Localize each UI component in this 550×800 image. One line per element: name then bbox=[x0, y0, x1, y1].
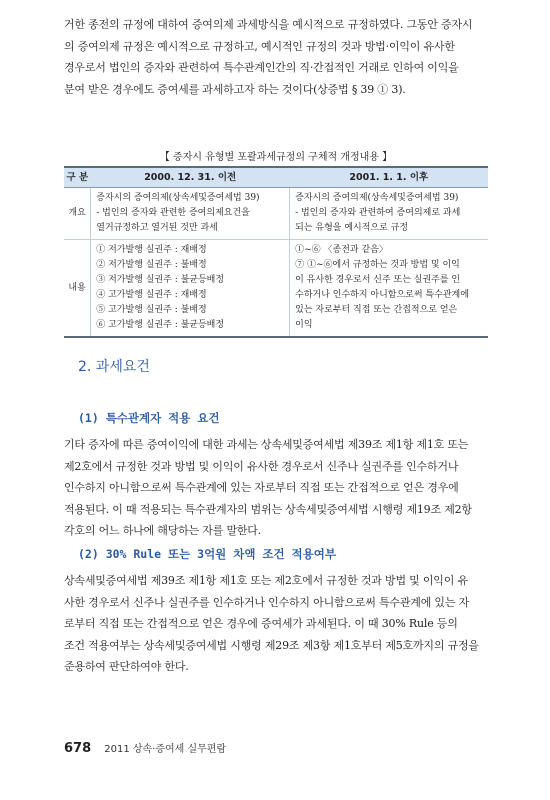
cell-line: 열거규정하고 열거된 것만 과세 bbox=[96, 223, 218, 233]
table-header-row bbox=[64, 167, 488, 188]
cell-line: 수하거나 인수하지 아니함으로써 특수관계에 bbox=[295, 290, 469, 300]
table-row bbox=[64, 188, 488, 240]
subsection-heading: (2) 30% Rule 또는 3억원 차액 조건 적용여부 bbox=[78, 547, 336, 561]
paragraph-line: 로부터 직접 또는 간접적으로 얻은 경우에 증여세가 과세된다. 이 때 30% Rule 등의 bbox=[64, 617, 458, 630]
cell-before bbox=[91, 188, 290, 240]
cell-line: 증자시의 증여의제(상속세및증여세법 39) bbox=[96, 193, 260, 203]
header-before: 2000. 12. 31. 이전 bbox=[91, 167, 290, 188]
subsection-heading: (1) 특수관계자 적용 요건 bbox=[78, 411, 220, 425]
paragraph-line: 준용하여 판단하여야 한다. bbox=[64, 660, 189, 673]
book-title: 2011 상속·증여세 실무편람 bbox=[104, 744, 227, 755]
intro-paragraph bbox=[64, 14, 488, 100]
header-category: 구 분 bbox=[64, 167, 91, 188]
cell-line: ④ 고가발행 실권주 : 재배정 bbox=[96, 290, 207, 300]
cell-line: ③ 저가발행 실권주 : 불균등배정 bbox=[96, 275, 225, 285]
header-after: 2001. 1. 1. 이후 bbox=[290, 167, 488, 188]
cell-line: ⑥ 고가발행 실권주 : 불균등배정 bbox=[96, 320, 225, 330]
paragraph-line: 기타 증자에 따른 증여이익에 대한 과세는 상속세및증여세법 제39조 제1항 제1호 또는 bbox=[64, 438, 469, 451]
paragraph-line: 제2호에서 규정한 것과 방법 및 이익이 유사한 경우로서 신주나 실권주를 인수하거나 bbox=[64, 459, 459, 473]
cell-line: ② 저가발행 실권주 : 불배정 bbox=[96, 260, 207, 270]
page-footer bbox=[64, 737, 226, 756]
cell-line: ①~⑥ 〈종전과 같음〉 bbox=[295, 245, 388, 255]
table-title: 【 증자시 유형별 포괄과세규정의 구체적 개정내용 】 bbox=[159, 152, 393, 163]
subsection-paragraph bbox=[64, 570, 488, 678]
row-label: 개요 bbox=[64, 188, 91, 240]
cell-line: 이익 bbox=[295, 320, 313, 330]
cell-line: 이 유사한 경우로서 신주 또는 실권주를 인 bbox=[295, 275, 461, 285]
table-row bbox=[64, 240, 488, 338]
cell-line: ⑤ 고가발행 실권주 : 불배정 bbox=[96, 305, 207, 315]
subsection-paragraph bbox=[64, 434, 488, 542]
row-label: 내용 bbox=[64, 240, 91, 338]
paragraph-line: 적용된다. 이 때 적용되는 특수관계자의 범위는 상속세및증여세법 시행령 제19조 제2항 bbox=[64, 502, 472, 516]
paragraph-line: 각호의 어느 하나에 해당하는 자를 말한다. bbox=[64, 524, 262, 537]
cell-line: ⑦ ①~⑥에서 규정하는 것과 방법 및 이익 bbox=[295, 260, 460, 270]
page-number: 678 bbox=[64, 741, 92, 756]
paragraph-line: 조건 적용여부는 상속세및증여세법 시행령 제29조 제3항 제1호부터 제5호까지의 규정을 bbox=[64, 638, 479, 652]
intro-line: 의 증여의제 규정은 예시적으로 규정하고, 예시적인 규정의 것과 방법·이익이 유사한 bbox=[64, 39, 455, 53]
cell-line: ① 저가발행 실권주 : 재배정 bbox=[96, 245, 207, 255]
cell-after bbox=[290, 240, 488, 338]
section-heading: 2. 과세요건 bbox=[78, 359, 150, 375]
paragraph-line: 인수하지 아니함으로써 특수관계에 있는 자로부터 직접 또는 간접적으로 얻은 경우에 bbox=[64, 481, 459, 494]
intro-line: 경우로서 법인의 증자와 관련하여 특수관계인간의 직·간접적인 거래로 인하여 이익을 bbox=[64, 61, 459, 74]
cell-line: 증자시의 증여의제(상속세및증여세법 39) bbox=[295, 193, 459, 203]
cell-after bbox=[290, 188, 488, 240]
cell-line: 있는 자로부터 직접 또는 간접적으로 얻은 bbox=[295, 305, 458, 315]
comparison-table bbox=[64, 166, 488, 338]
cell-line: - 법인의 증자와 관련한 증여의제요건을 bbox=[96, 208, 250, 218]
paragraph-line: 사한 경우로서 신주나 실권주를 인수하거나 인수하지 아니함으로써 특수관계에 있는 자 bbox=[64, 595, 470, 609]
intro-line: 거한 종전의 규정에 대하여 증여의제 과세방식을 예시적으로 규정하였다. 그동안 증자시 bbox=[64, 18, 473, 31]
paragraph-line: 상속세및증여세법 제39조 제1항 제1호 또는 제2호에서 규정한 것과 방법 및 이익이 유 bbox=[64, 574, 468, 587]
cell-before bbox=[91, 240, 290, 338]
intro-line: 분여 받은 경우에도 증여세를 과세하고자 하는 것이다(상증법 § 39 ① 3). bbox=[64, 82, 406, 96]
cell-line: - 법인의 증자와 관련하여 증여의제로 과세 bbox=[295, 208, 461, 218]
cell-line: 되는 유형을 예시적으로 규정 bbox=[295, 223, 409, 233]
